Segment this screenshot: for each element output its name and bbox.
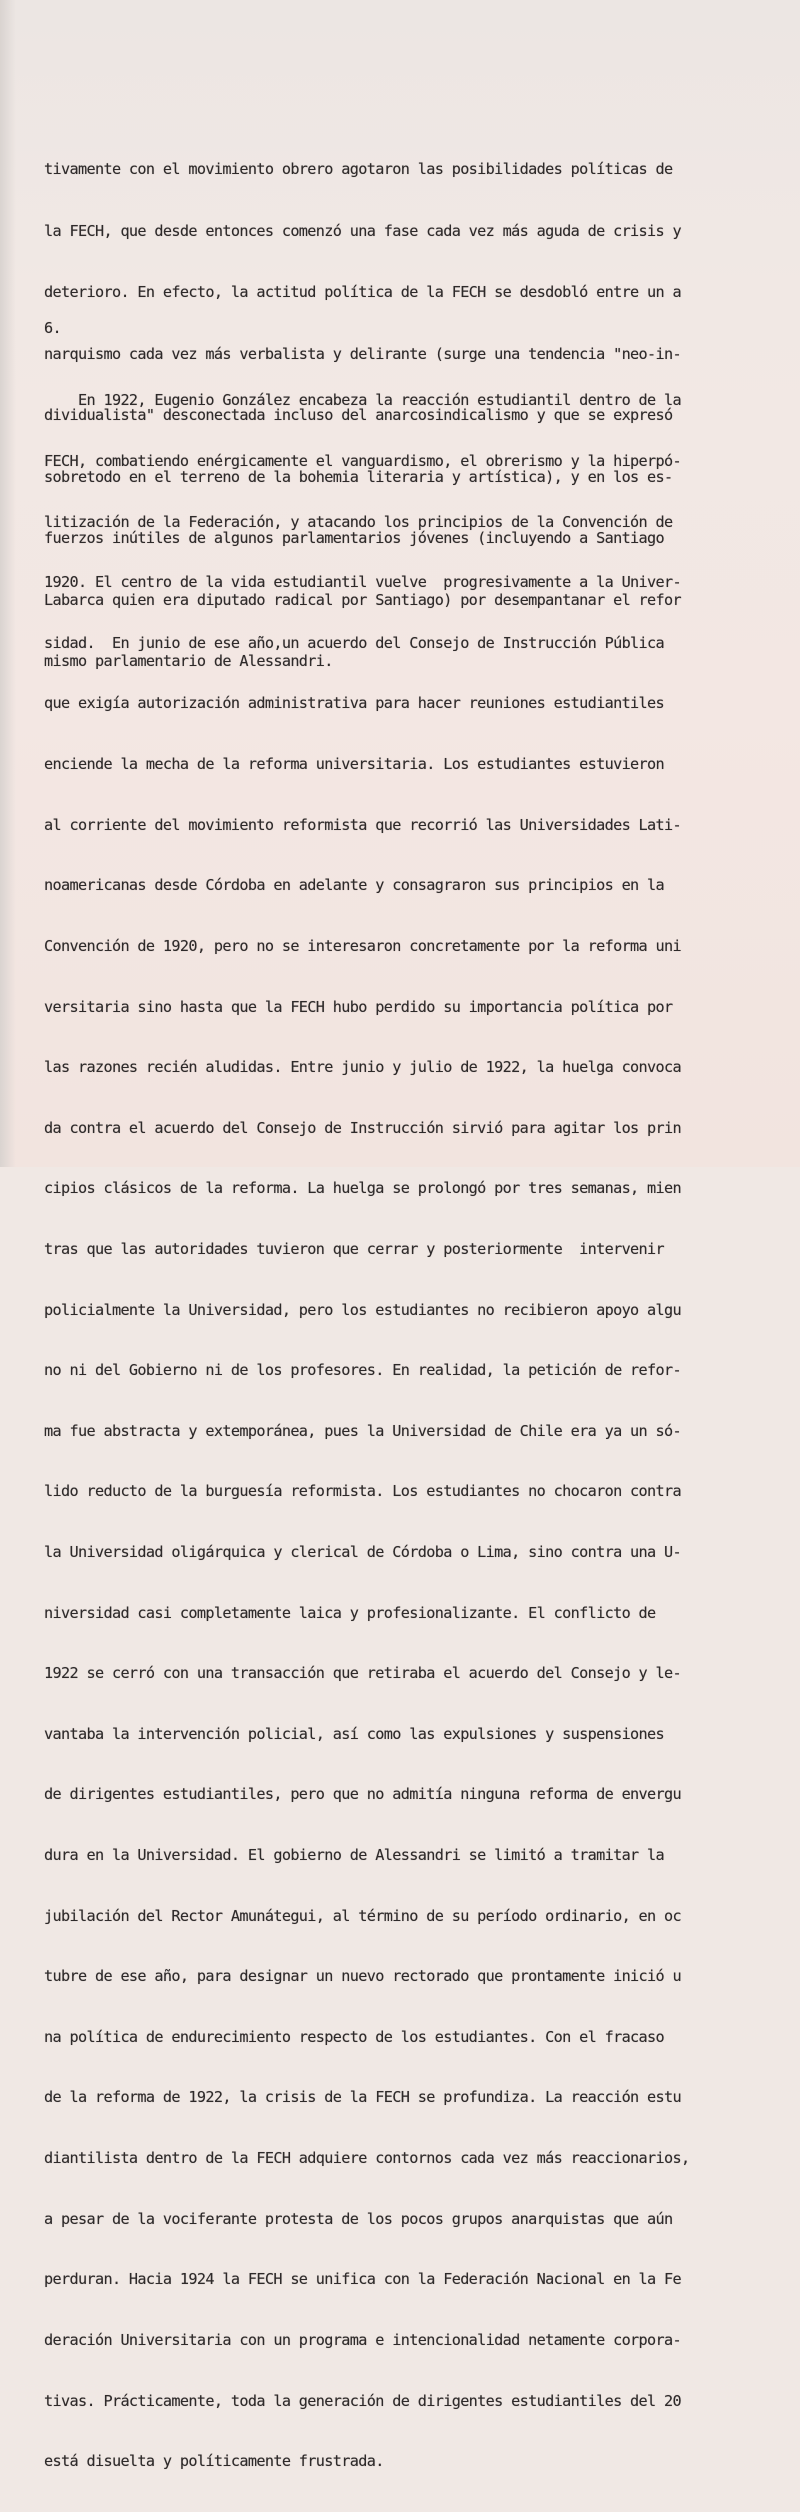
text-line: que exigía autorización administrativa para hacer reuniones estudiantiles xyxy=(44,694,665,713)
section-number: 6. xyxy=(44,319,61,337)
text-line: litización de la Federación, y atacando los principios de la Convención de xyxy=(44,512,673,531)
page-edge-shadow xyxy=(0,0,16,1167)
text-line: la Universidad oligárquica y clerical de Córdoba o Lima, sino contra una U- xyxy=(44,1542,682,1561)
text-line: noamericanas desde Córdoba en adelante y consagraron sus principios en la xyxy=(44,876,665,895)
text-line: dura en la Universidad. El gobierno de Alessandri se limitó a tramitar la xyxy=(44,1846,665,1865)
text-line: perduran. Hacia 1924 la FECH se unifica con la Federación Nacional en la Fe xyxy=(44,2270,682,2289)
text-line: sobretodo en el terreno de la bohemia literaria y artística), y en los es- xyxy=(44,467,673,486)
text-line: tubre de ese año, para designar un nuevo rectorado que prontamente inició u xyxy=(44,1967,682,1986)
text-line: lido reducto de la burguesía reformista. Los estudiantes no chocaron contra xyxy=(44,1482,682,1501)
text-line: Labarca quien era diputado radical por Santiago) por desempantanar el refor xyxy=(44,590,682,609)
text-line: cipios clásicos de la reforma. La huelga se prolongó por tres semanas, mien xyxy=(44,1179,682,1198)
text-line: FECH, combatiendo enérgicamente el vanguardismo, el obrerismo y la hiperpó- xyxy=(44,452,682,471)
text-line: tras que las autoridades tuvieron que cerrar y posteriormente intervenir xyxy=(44,1239,665,1258)
text-line: al corriente del movimiento reformista que recorrió las Universidades Lati- xyxy=(44,815,682,834)
text-line: dividualista" desconectada incluso del anarcosindicalismo y que se expresó xyxy=(44,406,673,424)
text-line: enciende la mecha de la reforma universitaria. Los estudiantes estuvieron xyxy=(44,755,665,774)
text-line: En 1922, Eugenio González encabeza la reacción estudiantil dentro de la xyxy=(44,391,682,410)
text-line: a pesar de la vociferante protesta de los pocos grupos anarquistas que aún xyxy=(44,2209,673,2228)
text-line: no ni del Gobierno ni de los profesores. En realidad, la petición de refor- xyxy=(44,1361,682,1380)
text-line: na política de endurecimiento respecto de los estudiantes. Con el fracaso xyxy=(44,2027,665,2046)
text-line: Convención de 1920, pero no se interesaron concretamente por la reforma uni xyxy=(44,936,682,955)
paragraph-section-6 xyxy=(44,350,690,2512)
text-line: fuerzos inútiles de algunos parlamentarios jóvenes (incluyendo a Santiago xyxy=(44,529,665,547)
text-line: versitaria sino hasta que la FECH hubo perdido su importancia política por xyxy=(44,997,673,1016)
text-line: policialmente la Universidad, pero los estudiantes no recibieron apoyo algu xyxy=(44,1300,682,1319)
text-line: narquismo cada vez más verbalista y delirante (surge una tendencia "neo-in- xyxy=(44,344,682,363)
text-line: 1922 se cerró con una transacción que retiraba el acuerdo del Consejo y le- xyxy=(44,1664,682,1683)
text-line: deración Universitaria con un programa e intencionalidad netamente corpora- xyxy=(44,2330,682,2349)
text-line: sidad. En junio de ese año,un acuerdo del Consejo de Instrucción Pública xyxy=(44,633,665,652)
text-line: da contra el acuerdo del Consejo de Instrucción sirvió para agitar los prin xyxy=(44,1118,682,1137)
text-line: tivamente con el movimiento obrero agotaron las posibilidades políticas de xyxy=(44,160,673,178)
text-line: niversidad casi completamente laica y profesionalizante. El conflicto de xyxy=(44,1603,656,1622)
text-line: de dirigentes estudiantiles, pero que no admitía ninguna reforma de envergu xyxy=(44,1785,682,1804)
text-line: las razones recién aludidas. Entre junio y julio de 1922, la huelga convoca xyxy=(44,1058,682,1077)
text-line: vantaba la intervención policial, así como las expulsiones y suspensiones xyxy=(44,1724,665,1743)
text-line: mismo parlamentario de Alessandri. xyxy=(44,652,333,670)
text-line: diantilista dentro de la FECH adquiere contornos cada vez más reaccionarios, xyxy=(44,2149,690,2168)
text-line: 1920. El centro de la vida estudiantil vuelve progresivamente a la Univer- xyxy=(44,573,682,592)
text-line: está disuelta y políticamente frustrada. xyxy=(44,2452,384,2471)
text-line: ma fue abstracta y extemporánea, pues la Universidad de Chile era ya un só- xyxy=(44,1421,682,1440)
text-line: jubilación del Rector Amunátegui, al término de su período ordinario, en oc xyxy=(44,1906,682,1925)
text-line: tivas. Prácticamente, toda la generación de dirigentes estudiantiles del 20 xyxy=(44,2391,682,2410)
text-line: deterioro. En efecto, la actitud política de la FECH se desdobló entre un a xyxy=(44,283,682,301)
text-line: la FECH, que desde entonces comenzó una fase cada vez más aguda de crisis y xyxy=(44,221,682,240)
text-line: de la reforma de 1922, la crisis de la FECH se profundiza. La reacción estu xyxy=(44,2088,682,2107)
